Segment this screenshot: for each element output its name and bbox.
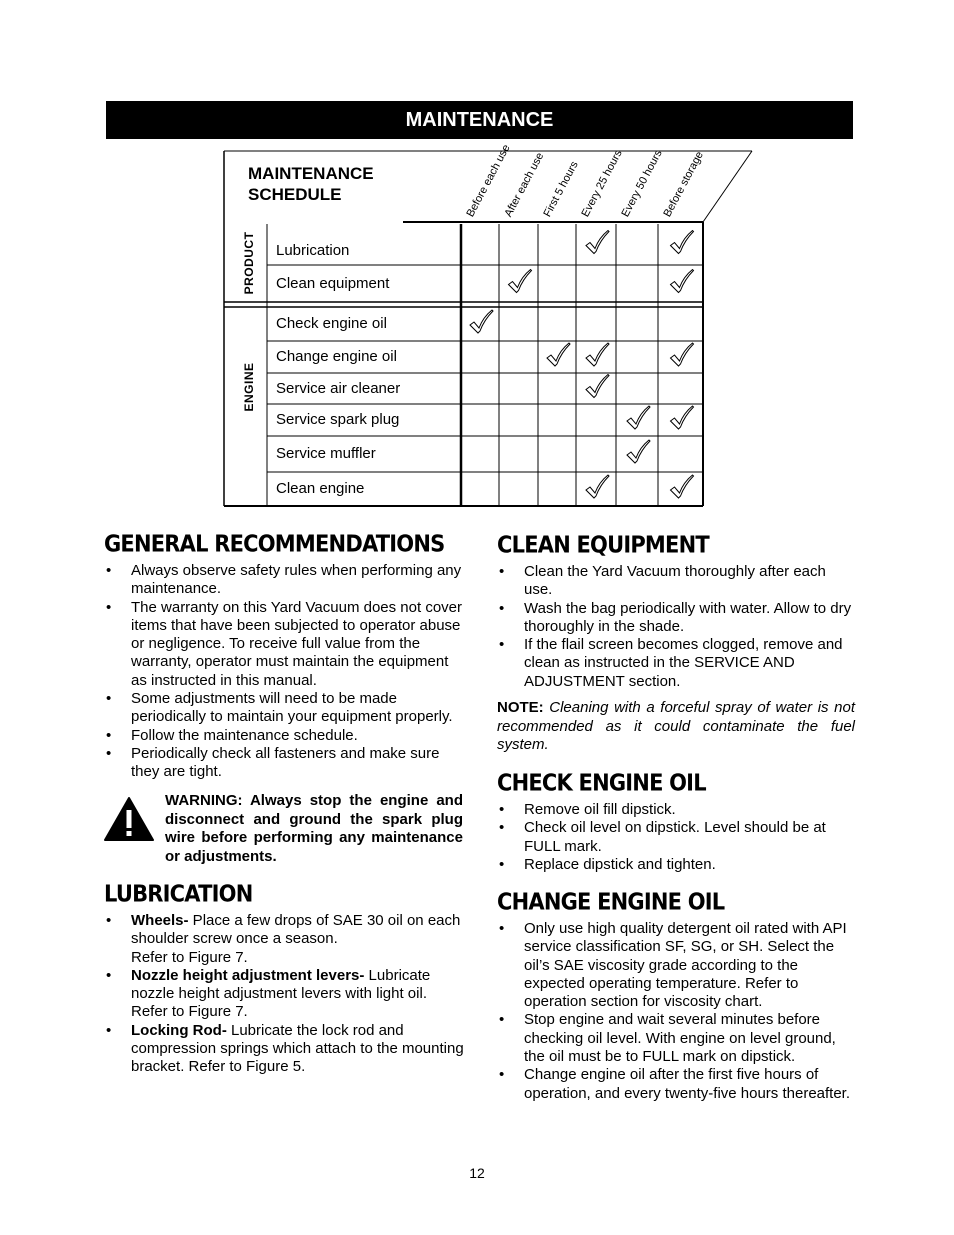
figure-reference: Refer to Figure 7.	[131, 1003, 248, 1021]
list-item: • Stop engine and wait several minutes before checking oil level. With engine on level ground, the oil must be to FULL mark on dipstick.	[497, 1011, 855, 1066]
schedule-grid	[0, 0, 954, 520]
checkmark-icon	[671, 231, 694, 254]
checkmark-icon	[509, 270, 532, 293]
column-header: Before each use	[464, 142, 513, 219]
task-label: Lubrication	[276, 242, 350, 259]
checkmark-icon	[627, 440, 650, 463]
checkmark-icon	[671, 343, 694, 366]
task-label: Service muffler	[276, 445, 376, 462]
list-item: • Always observe safety rules when performing any maintenance.	[104, 562, 466, 599]
checkmark-icon	[586, 231, 609, 254]
lubrication-list	[104, 912, 466, 1077]
group-label-product: PRODUCT	[242, 231, 256, 295]
check-engine-oil-heading: CHECK ENGINE OIL	[497, 769, 706, 796]
schedule-title	[248, 163, 374, 205]
general-recommendations-heading: GENERAL RECOMMENDATIONS	[104, 530, 445, 557]
change-engine-oil-list	[497, 920, 855, 1103]
schedule-title-line2: SCHEDULE	[248, 185, 342, 204]
page-number: 12	[469, 1165, 485, 1181]
checkmark-icon	[586, 475, 609, 498]
checkmark-icon	[586, 343, 609, 366]
task-label: Clean engine	[276, 480, 365, 497]
section-banner: MAINTENANCE	[106, 101, 853, 139]
task-label: Service air cleaner	[276, 380, 401, 397]
checkmark-icon	[671, 475, 694, 498]
list-item: • Only use high quality detergent oil rated with API service classification SF, SG, or SH. Select the oil’s SAE viscosity grade according to the expected operating temperature. Refer to operation section for viscosity chart.	[497, 920, 855, 1011]
lubrication-item-title: Locking Rod-	[131, 1021, 227, 1039]
column-header: Every 50 hours	[619, 148, 665, 219]
list-item: • Follow the maintenance schedule.	[104, 727, 466, 745]
list-item: • The warranty on this Yard Vacuum does not cover items that have been subjected to operator abuse or negligence. To receive full value from the warranty, operator must maintain the equipment as instructed in this manual.	[104, 599, 466, 690]
list-item	[104, 912, 466, 967]
lubrication-item-text: Lubricate nozzle height adjustment levers with light oil.	[131, 966, 431, 1003]
clean-equipment-heading: CLEAN EQUIPMENT	[497, 531, 709, 558]
check-engine-oil-list	[497, 801, 855, 874]
list-item: • Change engine oil after the first five hours of operation, and every twenty-five hours thereafter.	[497, 1066, 855, 1103]
general-recommendations-list	[104, 562, 466, 782]
column-header: First 5 hours	[541, 159, 581, 219]
list-item	[104, 967, 466, 1022]
lubrication-item-text: Place a few drops of SAE 30 oil on each shoulder screw once a season.	[131, 912, 461, 948]
list-item	[104, 1022, 466, 1077]
column-header: Before storage	[661, 149, 706, 219]
checkmark-icon	[586, 375, 609, 398]
warning-text: WARNING: Always stop the engine and disconnect and ground the spark plug wire before performing any maintenance or adjustments.	[165, 792, 463, 865]
warning-triangle-icon	[103, 796, 155, 842]
checkmark-icon	[470, 310, 493, 333]
checkmark-icon	[547, 343, 570, 366]
task-label: Change engine oil	[276, 348, 397, 365]
list-item: • Some adjustments will need to be made periodically to maintain your equipment properly.	[104, 690, 466, 727]
header-diagonal	[703, 151, 752, 222]
list-item: • Clean the Yard Vacuum thoroughly after each use.	[497, 563, 855, 600]
note-label: NOTE:	[497, 699, 544, 717]
list-item: • If the flail screen becomes clogged, remove and clean as instructed in the SERVICE AND ADJUSTMENT section.	[497, 636, 855, 691]
list-item: • Remove oil fill dipstick.	[497, 801, 855, 819]
maintenance-schedule-table	[0, 0, 954, 520]
list-item: • Wash the bag periodically with water. Allow to dry thoroughly in the shade.	[497, 600, 855, 637]
checkmark-icon	[627, 406, 650, 429]
note-text: Cleaning with a forceful spray of water is not recommended as it could contaminate the fuel system.	[497, 699, 855, 754]
schedule-title-line1: MAINTENANCE	[248, 164, 374, 183]
clean-equipment-section	[497, 563, 855, 755]
task-label: Clean equipment	[276, 275, 390, 292]
group-label-engine: ENGINE	[242, 362, 256, 412]
list-item: • Replace dipstick and tighten.	[497, 856, 855, 874]
lubrication-item-title: Nozzle height adjustment levers-	[131, 966, 365, 984]
column-header: After each use	[502, 150, 547, 219]
checkmark-icon	[671, 270, 694, 293]
lubrication-item-title: Wheels-	[131, 912, 189, 929]
clean-note	[497, 699, 855, 755]
task-label: Check engine oil	[276, 315, 387, 332]
checkmark-icon	[671, 406, 694, 429]
list-item: • Check oil level on dipstick. Level should be at FULL mark.	[497, 819, 855, 856]
lubrication-item-text: Lubricate the lock rod and compression springs which attach to the mounting bracket. Refer to Figure 5.	[131, 1021, 464, 1076]
list-item: • Periodically check all fasteners and make sure they are tight.	[104, 745, 466, 782]
task-label: Service spark plug	[276, 411, 400, 428]
column-header: Every 25 hours	[579, 148, 625, 219]
figure-reference: Refer to Figure 7.	[131, 948, 248, 966]
change-engine-oil-heading: CHANGE ENGINE OIL	[497, 888, 725, 915]
lubrication-heading: LUBRICATION	[104, 880, 253, 907]
